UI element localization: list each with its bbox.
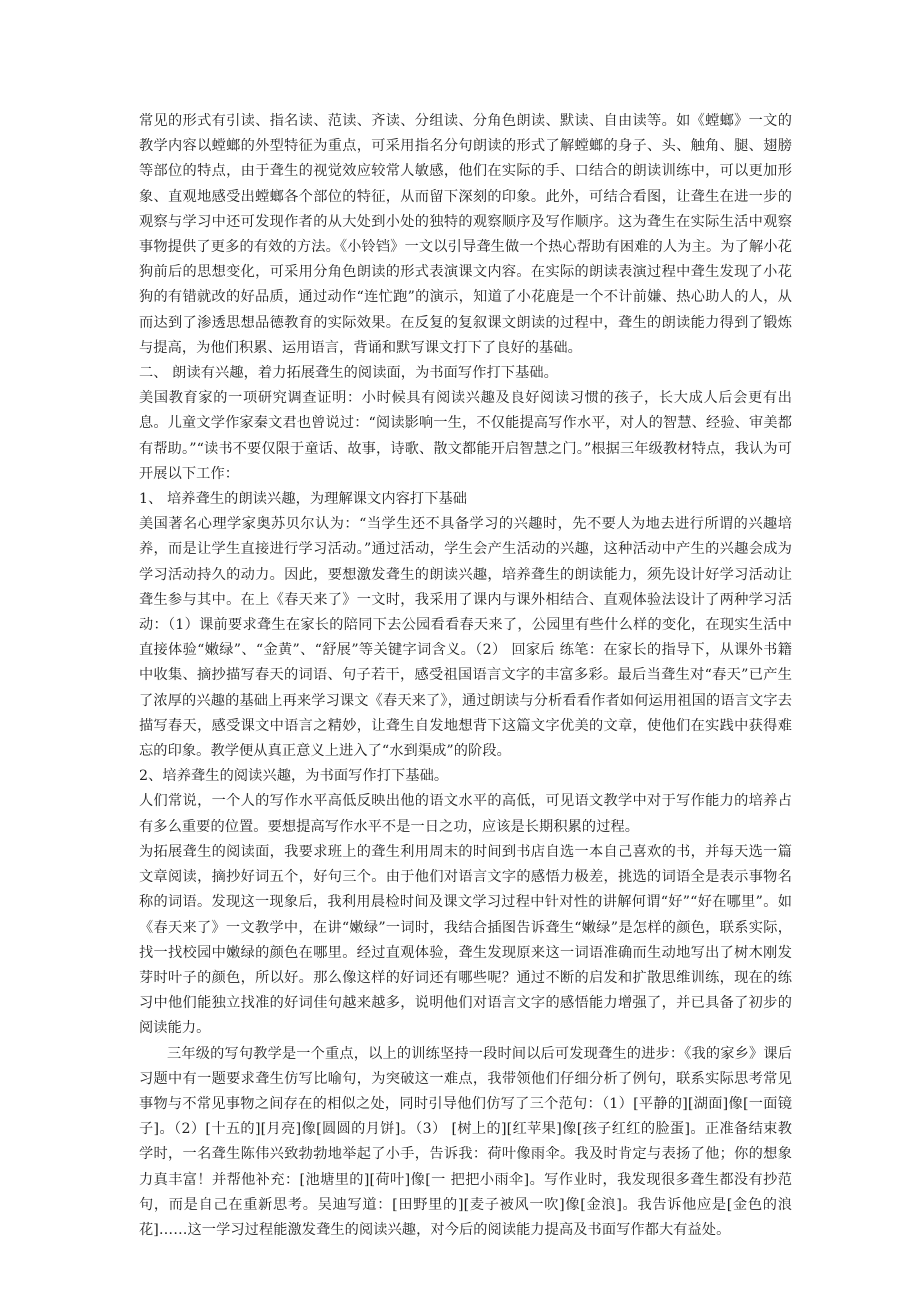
document-body: [139, 109, 792, 1243]
paragraph-sentence-teaching: 三年级的写句教学是一个重点，以上的训练坚持一段时间以后可发现聋生的进步：《我的家乡》课后习题中有一题要求聋生仿写比喻句，为突破这一难点，我带领他们仔细分析了例句，联系实际思考常见事物与不常见事物之间存在的相似之处，同时引导他们仿写了三个范句：（1）[平静的][湖面]像[一面镜子]。（2）[十五的][月亮]像[圆圆的月饼]。（3） [树上的][红苹果]像[孩子红红的脸蛋]。正准备结束教学时，一名聋生陈伟兴致勃勃地举起了小手，告诉我：荷叶像雨伞。我及时肯定与表扬了他；你的想象力真丰富！并帮他补充：[池塘里的][荷叶]像[一 把把小雨伞]。写作业时，我发现很多聋生都没有抄范句，而是自己在重新思考。吴迪写道：[田野里的][麦子被风一吹]像[金浪]。我告诉他应是[金色的浪花]……这一学习过程能激发聋生的阅读兴趣，对今后的阅读能力提高及书面写作都大有益处。: [139, 1045, 792, 1238]
paragraph-reading-scope: 为拓展聋生的阅读面，我要求班上的聋生利用周末的时间到书店自选一本自己喜欢的书，并每天选一篇文章阅读，摘抄好词五个，好句三个。由于他们对语言文字的感悟力极差，挑选的词语全是表示事物名称的词语。发现这一现象后，我利用晨检时间及课文学习过程中针对性的讲解何谓“好”“好在哪里”。如《春天来了》一文教学中，在讲“嫩绿”一词时，我结合插图告诉聋生“嫩绿”是怎样的颜色，联系实际，找一找校园中嫩绿的颜色在哪里。经过直观体验，聋生发现原来这一词语准确而生动地写出了树木刚发芽时叶子的颜色，所以好。那么像这样的好词还有哪些呢？通过不断的启发和扩散思维训练，现在的练习中他们能独立找准的好词佳句越来越多，说明他们对语言文字的感悟能力增强了，并已具备了初步的阅读能力。: [139, 843, 792, 1037]
paragraph-writing-level: 人们常说，一个人的写作水平高低反映出他的语文水平的高低，可见语文教学中对于写作能力的培养占有多么重要的位置。要想提高写作水平不是一日之功，应该是长期积累的过程。: [139, 793, 792, 835]
paragraph-reading-forms: 常见的形式有引读、指名读、范读、齐读、分组读、分角色朗读、默读、自由读等。如《螳螂》一文的教学内容以螳螂的外型特征为重点，可采用指名分句朗读的形式了解螳螂的身子、头、触角、腿、翅膀等部位的特点，由于聋生的视觉效应较常人敏感，他们在实际的手、口结合的朗读训练中，可以更加形象、直观地感受出螳螂各个部位的特征，从而留下深刻的印象。此外，可结合看图，让聋生在进一步的观察与学习中还可发现作者的从大处到小处的独特的观察顺序及写作顺序。这为聋生在实际生活中观察事物提供了更多的有效的方法。《小铃铛》一文以引导聋生做一个热心帮助有困难的人为主。为了解小花狗前后的思想变化，可采用分角色朗读的形式表演课文内容。在实际的朗读表演过程中聋生发现了小花狗的有错就改的好品质，通过动作“连忙跑”的演示，知道了小花鹿是一个不计前嫌、热心助人的人，从而达到了渗透思想品德教育的实际效果。在反复的复叙课文朗读的过程中，聋生的朗读能力得到了锻炼与提高，为他们积累、运用语言，背诵和默写课文打下了良好的基础。: [139, 113, 792, 356]
paragraph-research: 美国教育家的一项研究调查证明：小时候具有阅读兴趣及良好阅读习惯的孩子，长大成人后会更有出息。儿童文学作家秦文君也曾说过：“阅读影响一生，不仅能提高写作水平，对人的智慧、经验、审美都有帮助。”“读书不要仅限于童话、故事，诗歌、散文都能开启智慧之门。”根据三年级教材特点，我认为可开展以下工作：: [139, 390, 792, 482]
section-heading-2: 二、 朗读有兴趣，着力拓展聋生的阅读面，为书面写作打下基础。: [139, 365, 558, 382]
paragraph-ausubel: 美国著名心理学家奥苏贝尔认为：“当学生还不具备学习的兴趣时，先不要人为地去进行所谓的兴趣培养，而是让学生直接进行学习活动。”通过活动，学生会产生活动的兴趣，这种活动中产生的兴趣会成为学习活动持久的动力。因此，要想激发聋生的朗读兴趣，培养聋生的朗读能力，须先设计好学习活动让聋生参与其中。在上《春天来了》一文时，我采用了课内与课外相结合、直观体验法设计了两种学习活动：（1）课前要求聋生在家长的陪同下去公园看看春天来了，公园里有些什么样的变化，在现实生活中直接体验“嫩绿”、“金黄”、“舒展”等关键字词含义。（2） 回家后 练笔：在家长的指导下，从课外书籍中收集、摘抄描写春天的词语、句子若干，感受祖国语言文字的丰富多彩。最后当聋生对“春天”已产生了浓厚的兴趣的基础上再来学习课文《春天来了》，通过朗读与分析看看作者如何运用祖国的语言文字去描写春天，感受课文中语言之精妙，让聋生自发地想背下这篇文字优美的文章，使他们在实践中获得难忘的印象。教学便从真正意义上进入了“水到渠成”的阶段。: [139, 516, 792, 760]
subheading-1: 1、 培养聋生的朗读兴趣，为理解课文内容打下基础: [139, 491, 468, 508]
subheading-2: 2、培养聋生的阅读兴趣，为书面写作打下基础。: [139, 768, 449, 785]
